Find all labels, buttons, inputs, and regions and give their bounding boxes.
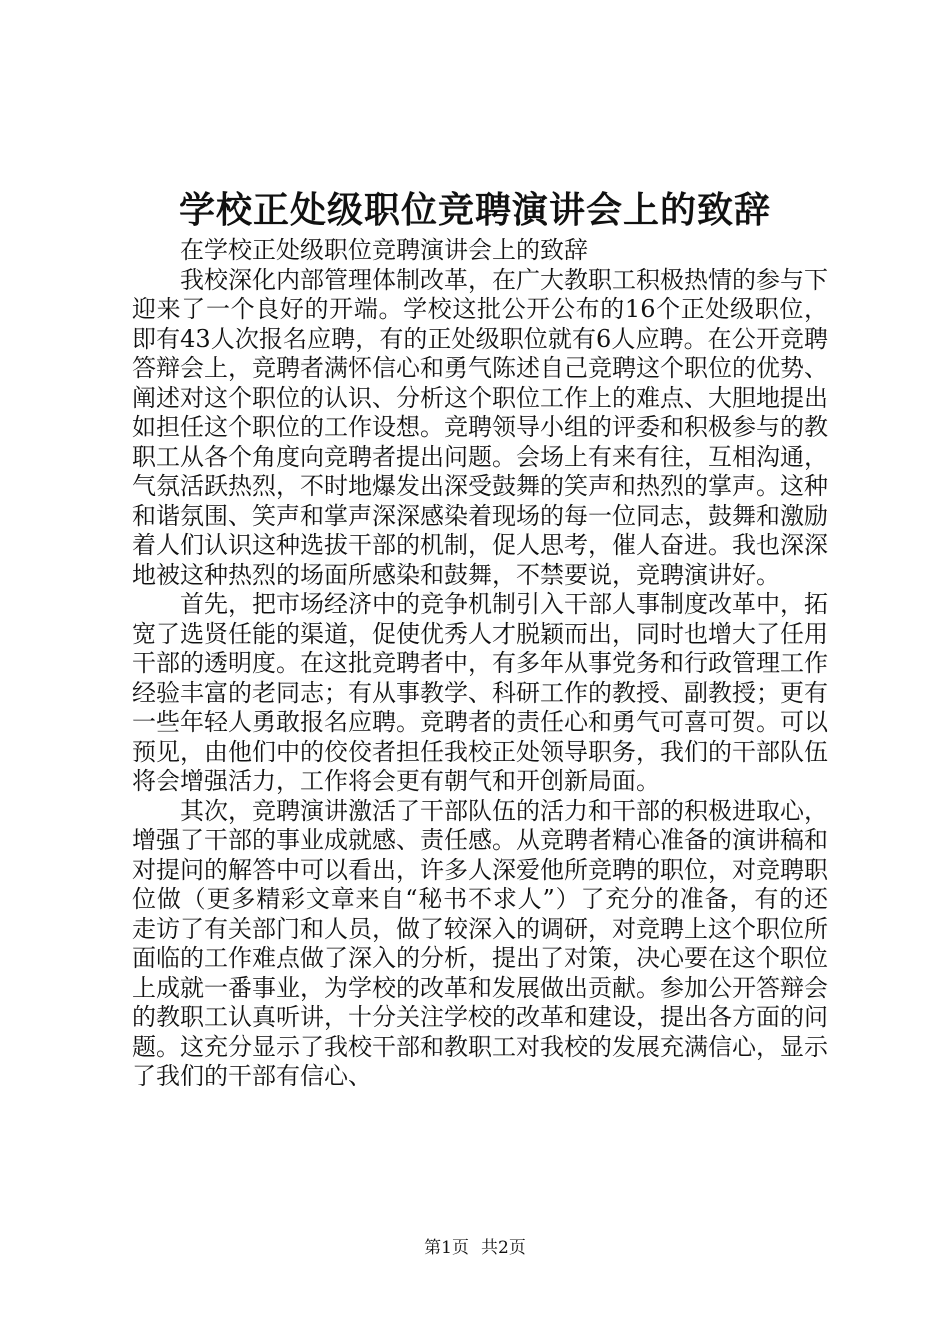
paragraph: 其次，竞聘演讲激活了干部队伍的活力和干部的积极进取心，增强了干部的事业成就感、责任感。从竞聘者精心准备的演讲稿和对提问的解答中可以看出，许多人深爱他所竞聘的职位，对竞聘职位做（更多精彩文章来自“秘书不求人”）了充分的准备，有的还走访了有关部门和人员，做了较深入的调研，对竞聘上这个职位所面临的工作难点做了深入的分析，提出了对策，决心要在这个职位上成就一番事业，为学校的改革和发展做出贡献。参加公开答辩会的教职工认真听讲，十分关注学校的改革和建设，提出各方面的问题。这充分显示了我校干部和教职工对我校的发展充满信心，显示了我们的干部有信心、 — [132, 796, 828, 1090]
document-title: 学校正处级职位竞聘演讲会上的致辞 — [178, 189, 771, 231]
page-footer — [0, 1236, 950, 1260]
paragraph: 首先，把市场经济中的竞争机制引入干部人事制度改革中，拓宽了选贤任能的渠道，促使优秀人才脱颖而出，同时也增大了任用干部的透明度。在这批竞聘者中，有多年从事党务和行政管理工作经验丰富的老同志；有从事教学、科研工作的教授、副教授；更有一些年轻人勇敢报名应聘。竞聘者的责任心和勇气可喜可贺。可以预见，由他们中的佼佼者担任我校正处领导职务，我们的干部队伍将会增强活力，工作将会更有朝气和开创新局面。 — [132, 590, 828, 795]
document-body — [132, 236, 828, 1092]
paragraph: 我校深化内部管理体制改革，在广大教职工积极热情的参与下迎来了一个良好的开端。学校这批公开公布的16个正处级职位，即有43人次报名应聘，有的正处级职位就有6人应聘。在公开竞聘答辩会上，竞聘者满怀信心和勇气陈述自己竞聘这个职位的优势、阐述对这个职位的认识、分析这个职位工作上的难点、大胆地提出如担任这个职位的工作设想。竞聘领导小组的评委和积极参与的教职工从各个角度向竞聘者提出问题。会场上有来有往，互相沟通，气氛活跃热烈，不时地爆发出深受鼓舞的笑声和热烈的掌声。这种和谐氛围、笑声和掌声深深感染着现场的每一位同志，鼓舞和激励着人们认识这种选拔干部的机制，促人思考，催人奋进。我也深深地被这种热烈的场面所感染和鼓舞，不禁要说，竞聘演讲好。 — [132, 265, 828, 589]
paragraph-subtitle: 在学校正处级职位竞聘演讲会上的致辞 — [180, 236, 588, 264]
page-total: 共2页 — [481, 1238, 526, 1258]
page-number: 第1页 — [424, 1238, 469, 1258]
